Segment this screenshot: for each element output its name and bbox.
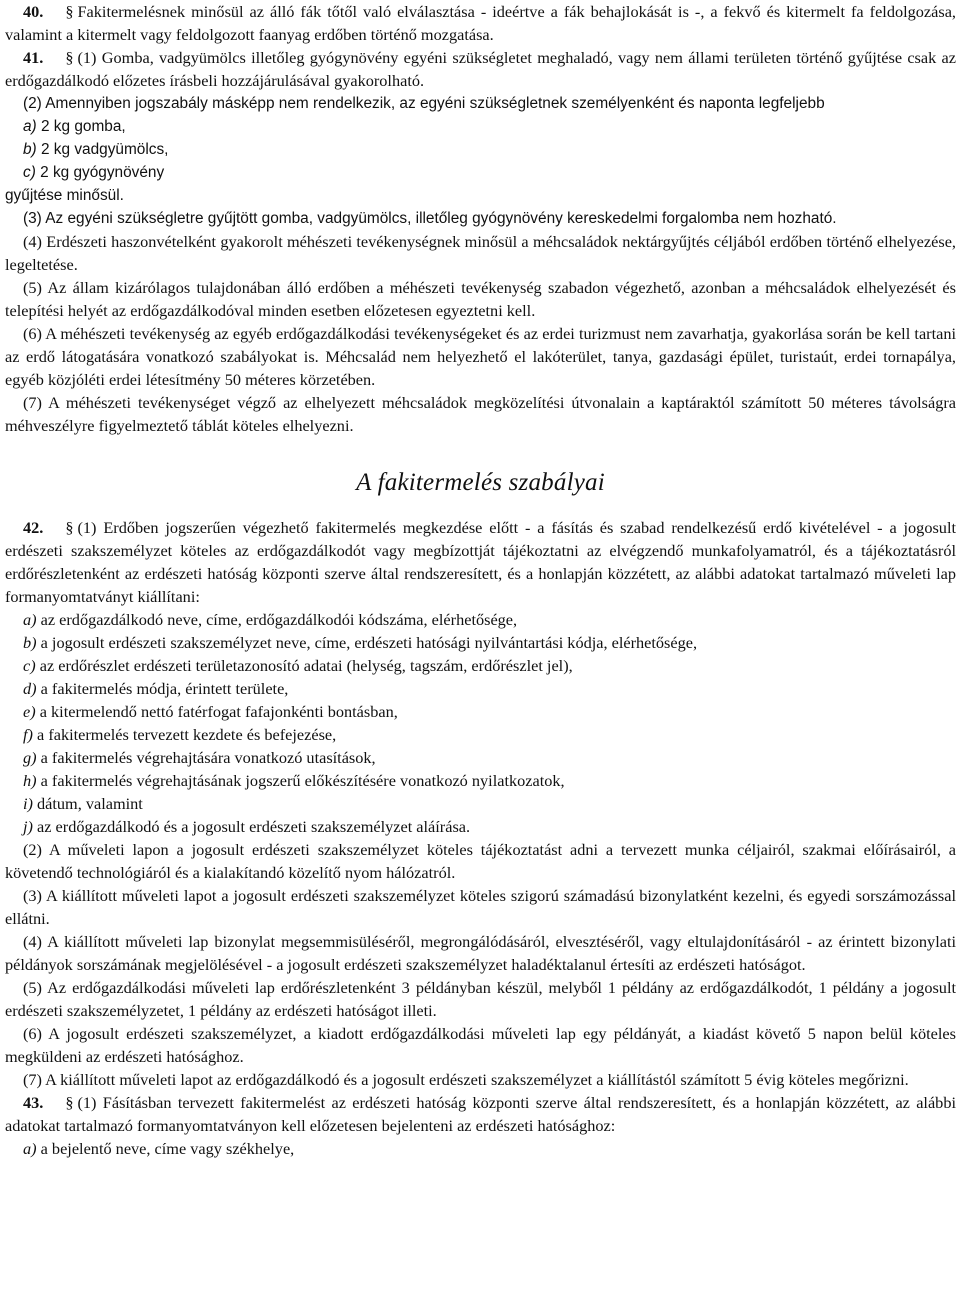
paragraph (5, 976, 956, 1022)
paragraph (5, 1068, 956, 1091)
list-item-label: g) (23, 748, 37, 767)
list-item (5, 723, 956, 746)
paragraph-text: (5) Az állam kizárólagos tulajdonában álló erdőben a méhészeti tevékenység szabadon végezhető, azonban a méhcsaládok elhelyezését és telepítési helyét az erdőgazdálkodóval minden esetben előzetesen egyeztetni kell. (5, 278, 956, 320)
paragraph-text: (1) Gomba, vadgyümölcs illetőleg gyógynövény egyéni szükségletet meghaladó, vagy nem állami területen történő gyűjtése csak az erdőgazdálkodó előzetes írásbeli hozzájárulásával gyakorolható. (5, 48, 956, 90)
paragraph (5, 1022, 956, 1068)
list-item (5, 746, 956, 769)
paragraph (5, 930, 956, 976)
paragraph-text: (1) Fásításban tervezett fakitermelést az erdészeti hatóság központi szerve által rendszeresített, és a honlapján közzétett, az alábbi adatokat tartalmazó formanyomtatványon kell előzetesen bejelenteni az erdészeti hatósághoz: (5, 1093, 956, 1135)
paragraph-text: (3) A kiállított műveleti lapot a jogosult erdészeti szakszemélyzet köteles szigorú számadású bizonylatként kezelni, és egyedi sorszámozással ellátni. (5, 886, 956, 928)
list-item-label: a) (23, 1139, 37, 1158)
heading-spacer (5, 437, 956, 463)
list-item (5, 792, 956, 815)
article-number: 41. (23, 48, 44, 67)
list-item-text: az erdőrészlet erdészeti területazonosító adatai (helység, tagszám, erdőrészlet jel), (39, 656, 573, 675)
list-item-label: d) (23, 679, 37, 698)
paragraph-text: (4) Erdészeti haszonvételként gyakorolt méhészeti tevékenységnek minősül a méhcsaládok nektárgyűjtés céljából erdőben történő elhelyezése, legeltetése. (5, 232, 956, 274)
section-mark: § (65, 518, 74, 537)
paragraph-text: (7) A kiállított műveleti lapot az erdőgazdálkodó és a jogosult erdészeti szakszemélyzet a kiállítástól számított 5 évig köteles megőrizni. (23, 1070, 909, 1089)
list-item (5, 769, 956, 792)
paragraph (5, 276, 956, 322)
list-item-label: h) (23, 771, 37, 790)
article-paragraph (5, 516, 956, 608)
list-item-label: f) (23, 725, 33, 744)
list-item-text: 2 kg vadgyümölcs, (40, 141, 169, 158)
list-item-text: az erdőgazdálkodó és a jogosult erdészeti szakszemélyzet aláírása. (37, 817, 471, 836)
list-item-label: a) (23, 118, 37, 135)
list-item (5, 161, 956, 184)
list-item (5, 608, 956, 631)
list-item-label: a) (23, 610, 37, 629)
paragraph (5, 322, 956, 391)
paragraph (5, 230, 956, 276)
article-paragraph (5, 0, 956, 46)
section-heading: A fakitermelés szabályai (356, 469, 605, 496)
list-item-text: a fakitermelés végrehajtásának jogszerű előkészítésére vonatkozó nyilatkozatok, (40, 771, 565, 790)
paragraph-text: (7) A méhészeti tevékenységet végző az elhelyezett méhcsaládok megközelítési útvonalain a kaptáraktól számított 50 méteres távolságra méhveszélyre figyelmeztető táblát köteles elhelyezni. (5, 393, 956, 435)
list-item (5, 1137, 956, 1160)
list-item-label: e) (23, 702, 36, 721)
list-item (5, 631, 956, 654)
article-paragraph (5, 1091, 956, 1137)
section-mark: § (65, 48, 74, 67)
list-item (5, 815, 956, 838)
paragraph-text: (3) Az egyéni szükségletre gyűjtött gomba, vadgyümölcs, illetőleg gyógynövény kereskedelmi forgalomba nem hozható. (23, 210, 837, 227)
list-item-label: j) (23, 817, 33, 836)
article-number: 43. (23, 1093, 44, 1112)
paragraph-text: gyűjtése minősül. (5, 187, 124, 204)
article-number: 40. (23, 2, 44, 21)
paragraph-text: (2) Amennyiben jogszabály másképp nem rendelkezik, az egyéni szükségletnek személyenként és naponta legfeljebb (23, 95, 825, 112)
paragraph (5, 207, 956, 230)
paragraph (5, 884, 956, 930)
paragraph-text: (6) A jogosult erdészeti szakszemélyzet, a kiadott erdőgazdálkodási műveleti lap egy példányát, a kiadást követő 5 napon belül köteles megküldeni az erdészeti hatósághoz. (5, 1024, 956, 1066)
list-item-label: b) (23, 633, 37, 652)
paragraph-text: (5) Az erdőgazdálkodási műveleti lap erdőrészletenként 3 példányban készül, melyből 1 példány az erdőgazdálkodót, 1 példány a jogosult erdészeti szakszemélyzetet, 1 példány az erdészeti hatóságot illeti. (5, 978, 956, 1020)
section-mark: § (65, 2, 74, 21)
article-paragraph (5, 46, 956, 92)
paragraph-text: (4) A kiállított műveleti lap bizonylat megsemmisüléséről, megrongálódásáról, elvesztéséről, vagy eltulajdonításáról - az érintett bizonylati példányok sorszámának megjelölésével - a jogosult erdészeti szakszemélyzet haladéktalanul értesíti az erdészeti hatóságot. (5, 932, 956, 974)
list-item-label: b) (23, 141, 37, 158)
list-item (5, 677, 956, 700)
list-item-text: dátum, valamint (37, 794, 143, 813)
list-item-text: a kitermelendő nettó fatérfogat fafajonkénti bontásban, (39, 702, 398, 721)
list-item-text: az erdőgazdálkodó neve, címe, erdőgazdálkodói kódszáma, elérhetősége, (40, 610, 518, 629)
paragraph (5, 838, 956, 884)
list-item-label: c) (23, 656, 36, 675)
list-item-label: c) (23, 164, 36, 181)
paragraph-text: (2) A műveleti lapon a jogosult erdészeti szakszemélyzet köteles tájékoztatást adni a tervezett munka céljairól, szakmai előírásairól, a követendő technológiáról és a kialakítandó közelítő nyom hálózatról. (5, 840, 956, 882)
list-item-text: 2 kg gyógynövény (40, 164, 165, 181)
list-item-text: a jogosult erdészeti szakszemélyzet neve, címe, erdészeti hatósági nyilvántartási kódja, elérhetősége, (40, 633, 698, 652)
article-number: 42. (23, 518, 44, 537)
list-item-text: a fakitermelés módja, érintett területe, (40, 679, 289, 698)
list-item-text: 2 kg gomba, (40, 118, 126, 135)
list-item (5, 115, 956, 138)
list-item (5, 700, 956, 723)
section-mark: § (65, 1093, 74, 1112)
paragraph-text: (6) A méhészeti tevékenység az egyéb erdőgazdálkodási tevékenységeket és az erdei turizmust nem zavarhatja, gyakorlása során be kell tartani az erdő látogatására vonatkozó szabályokat is. Méhcsalád nem helyezhető el lakóterület, tanya, gazdasági épület, turistaút, erdei tornapálya, egyéb közjóléti erdei létesítmény 50 méteres körzetében. (5, 324, 956, 389)
paragraph (5, 184, 956, 207)
paragraph-text: Fakitermelésnek minősül az álló fák tőtől való elválasztása - ideértve a fák behajlokását is -, a fekvő és kitermelt fa feldolgozása, valamint a kitermelt vagy feldolgozott faanyag erdőben történő mozgatása. (5, 2, 956, 44)
list-item-label: i) (23, 794, 33, 813)
list-item (5, 654, 956, 677)
list-item-text: a bejelentő neve, címe vagy székhelye, (40, 1139, 295, 1158)
heading-spacer (5, 503, 956, 516)
list-item (5, 138, 956, 161)
list-item-text: a fakitermelés végrehajtására vonatkozó utasítások, (40, 748, 376, 767)
paragraph (5, 391, 956, 437)
document-page (5, 0, 956, 1160)
list-item-text: a fakitermelés tervezett kezdete és befejezése, (37, 725, 337, 744)
paragraph-text: (1) Erdőben jogszerűen végezhető fakitermelés megkezdése előtt - a fásítás és szabad rendelkezésű erdő kivételével - a jogosult erdészeti szakszemélyzet köteles az erdőgazdálkodót vagy megbízottját tájékoztatni az elvégzendő munkafolyamatról, és a tájékoztatásról erdőrészletenként az erdészeti hatóság központi szerve által rendszeresített, és a honlapján közzétett, az alábbi adatokat tartalmazó műveleti lap formanyomtatványt kiállítani: (5, 518, 956, 606)
paragraph (5, 92, 956, 115)
